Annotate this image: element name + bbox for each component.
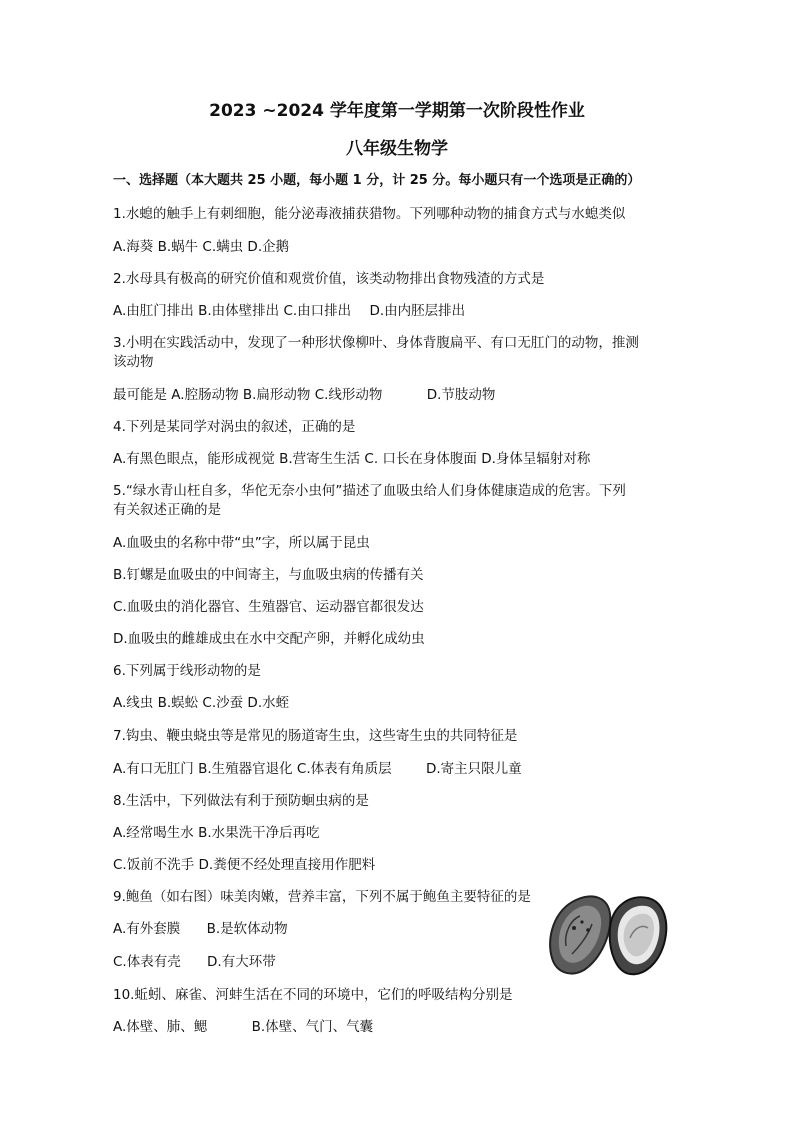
- q5-option-c: C.血吸虫的消化器官、生殖器官、运动器官都很发达: [113, 599, 424, 615]
- q9-option-c: C.体表有壳: [113, 954, 181, 970]
- q10-option-a: A.体壁、肺、鳃: [113, 1019, 208, 1035]
- q4-stem: 4.下列是某同学对涡虫的叙述，正确的是: [113, 419, 356, 435]
- q2-option-c: C.由口排出: [283, 303, 352, 319]
- q5-stem-line1: 5.“绿水青山枉自多，华佗无奈小虫何”描述了血吸虫给人们身体健康造成的危害。下列: [113, 483, 626, 499]
- q5-option-d: D.血吸虫的雌雄成虫在水中交配产卵，并孵化成幼虫: [113, 631, 425, 647]
- abalone-shell-left: [550, 896, 610, 973]
- page-title: 2023 ~2024 学年度第一学期第一次阶段性作业: [209, 101, 585, 121]
- q6-stem: 6.下列属于线形动物的是: [113, 663, 261, 679]
- q9-stem: 9.鲍鱼（如右图）味美肉嫩，营养丰富，下列不属于鲍鱼主要特征的是: [113, 889, 531, 905]
- q5-stem-line2: 有关叙述正确的是: [113, 502, 221, 518]
- q2-options: [113, 302, 465, 320]
- q6-options: A.线虫 B.蜈蚣 C.沙蚕 D.水蛭: [113, 695, 290, 711]
- abalone-shell-right: [610, 897, 667, 974]
- q9-options-cd: [113, 953, 276, 971]
- q10-option-b: B.体壁、气门、气囊: [251, 1019, 374, 1035]
- q10-stem: 10.蚯蚓、麻雀、河蚌生活在不同的环境中，它们的呼吸结构分别是: [113, 987, 513, 1003]
- abalone-image: [544, 888, 672, 980]
- q5-option-a: A.血吸虫的名称中带“虫”字，所以属于昆虫: [113, 535, 370, 551]
- q3-stem-line1: 3.小明在实践活动中，发现了一种形状像柳叶、身体背腹扁平、有口无肛门的动物，推测: [113, 335, 639, 351]
- q3-option-d: D.节肢动物: [426, 387, 496, 403]
- q1-options: A.海葵 B.蜗牛 C.螨虫 D.企鹅: [113, 239, 290, 255]
- q9-option-d: D.有大环带: [207, 954, 276, 970]
- q9-option-a: A.有外套膜: [113, 921, 181, 937]
- q3-options: [113, 386, 495, 404]
- q1-stem: 1.水螅的触手上有刺细胞，能分泌毒液捕获猎物。下列哪种动物的捕食方式与水螅类似: [113, 206, 626, 222]
- q4-options: A.有黑色眼点，能形成视觉 B.营寄生生活 C. 口长在身体腹面 D.身体呈辐射对称: [113, 451, 591, 467]
- q9-option-b: B.是软体动物: [206, 921, 288, 937]
- q7-stem: 7.钩虫、鞭虫蛲虫等是常见的肠道寄生虫，这些寄生虫的共同特征是: [113, 728, 518, 744]
- q2-option-b: B.由体壁排出: [198, 303, 280, 319]
- section-heading: 一、选择题（本大题共 25 小题，每小题 1 分，计 25 分。每小题只有一个选项是正确的）: [113, 173, 641, 188]
- q7-options-abc: A.有口无肛门 B.生殖器官退化 C.体表有角质层: [113, 761, 392, 777]
- q7-options: [113, 760, 522, 778]
- page-subtitle: 八年级生物学: [346, 139, 448, 159]
- q3-stem-line2: 该动物: [113, 354, 154, 370]
- q3-options-abc: 最可能是 A.腔肠动物 B.扁形动物 C.线形动物: [113, 387, 383, 403]
- q7-option-d: D.寄主只限儿童: [425, 761, 522, 777]
- q8-options-ab: A.经常喝生水 B.水果洗干净后再吃: [113, 825, 320, 841]
- q2-option-d: D.由内胚层排出: [369, 303, 466, 319]
- q2-option-a: A.由肛门排出: [113, 303, 194, 319]
- q8-stem: 8.生活中，下列做法有利于预防蛔虫病的是: [113, 793, 369, 809]
- q9-options-ab: [113, 920, 288, 938]
- q8-options-cd: C.饭前不洗手 D.粪便不经处理直接用作肥料: [113, 857, 376, 873]
- q2-stem: 2.水母具有极高的研究价值和观赏价值，该类动物排出食物残渣的方式是: [113, 271, 545, 287]
- q5-option-b: B.钉螺是血吸虫的中间寄主，与血吸虫病的传播有关: [113, 567, 424, 583]
- q10-options: [113, 1018, 373, 1036]
